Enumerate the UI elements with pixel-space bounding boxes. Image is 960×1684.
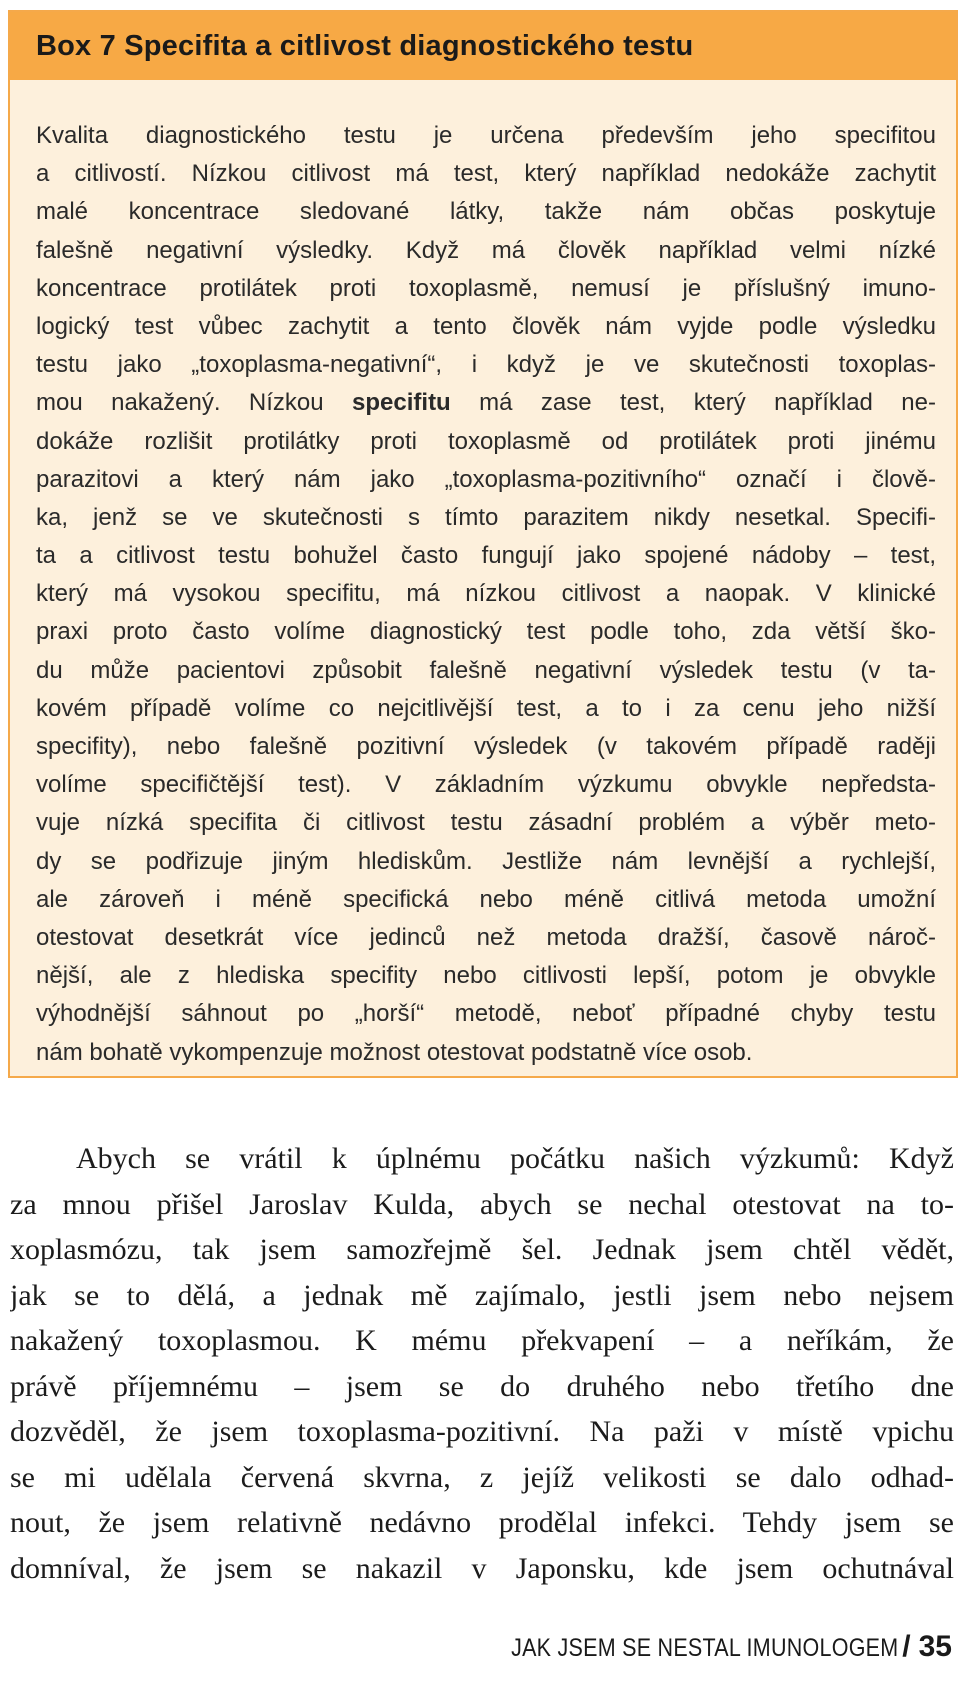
box-paragraph-line — [36, 384, 936, 422]
box-paragraph-line: volíme specifičtější test). V základním výzkumu obvykle nepředsta- — [36, 771, 936, 799]
box-paragraph-line: dy se podřizuje jiným hlediskům. Jestliže nám levnější a rychlejší, — [36, 847, 936, 875]
info-box — [8, 10, 958, 1078]
body-line: se mi udělala červená skvrna, z jejíž velikosti se dalo odhad- — [10, 1460, 954, 1494]
page-number: 35 — [918, 1630, 952, 1663]
box-paragraph-line: nám bohatě vykompenzuje možnost otestovat podstatně více osob. — [36, 1038, 753, 1066]
box-paragraph-line: falešně negativní výsledky. Když má člověk například velmi nízké — [36, 236, 936, 264]
box-paragraph-line: ka, jenž se ve skutečnosti s tímto parazitem nikdy nesetkal. Specifi- — [36, 503, 936, 531]
body-line: nout, že jsem relativně nedávno prodělal infekci. Tehdy jsem se — [10, 1506, 954, 1539]
box-title: Box 7 Specifita a citlivost diagnostického testu — [10, 12, 956, 80]
box-paragraph-line: výhodnější sáhnout po „horší“ metodě, neboť případné chyby testu — [36, 1000, 936, 1028]
footer-separator: / — [902, 1630, 911, 1663]
bold-term: specifitu — [352, 389, 451, 417]
box-paragraph-line: ta a citlivost testu bohužel často fungují jako spojené nádoby – test, — [36, 542, 936, 570]
box-paragraph-line: praxi proto často volíme diagnostický test podle toho, zda větší ško- — [36, 618, 936, 646]
box-paragraph-line: specifity), nebo falešně pozitivní výsledek (v takovém případě raději — [36, 733, 936, 760]
box-paragraph-line: kovém případě volíme co nejcitlivější test, a to i za cenu jeho nižší — [36, 694, 936, 722]
box-paragraph-line: otestovat desetkrát více jedinců než metoda dražší, časově nároč- — [36, 923, 936, 951]
box-paragraph-line: ale zároveň i méně specifická nebo méně citlivá metoda umožní — [36, 885, 936, 913]
box-paragraph-line: malé koncentrace sledované látky, takže nám občas poskytuje — [36, 198, 936, 226]
box-paragraph-line: Kvalita diagnostického testu je určena především jeho specifitou — [36, 122, 936, 149]
box-line-tail: má zase test, který například ne- — [450, 389, 936, 417]
box-paragraph-line: vuje nízká specifita či citlivost testu zásadní problém a výběr meto- — [36, 809, 936, 837]
box-paragraph-line: du může pacientovi způsobit falešně negativní výsledek testu (v ta- — [36, 656, 936, 684]
main-text — [10, 1136, 954, 1591]
body-line: nakažený toxoplasmou. K mému překvapení – a neříkám, že — [10, 1324, 954, 1357]
box-paragraph-line: logický test vůbec zachytit a tento člověk nám vyjde podle výsledku — [36, 312, 936, 340]
running-title: JAK JSEM SE NESTAL IMUNOLOGEM — [510, 1634, 899, 1662]
body-line: domníval, že jsem se nakazil v Japonsku, kde jsem ochutnával — [10, 1551, 954, 1585]
body-line: dozvěděl, že jsem toxoplasma-pozitivní. Na paži v místě vpichu — [10, 1415, 954, 1448]
box-line-head: mou nakažený. Nízkou — [36, 389, 353, 417]
page-footer — [448, 1630, 952, 1664]
box-paragraph-line: koncentrace protilátek proti toxoplasmě, nemusí je příslušný imuno- — [36, 274, 936, 302]
body-line: Abych se vrátil k úplnému počátku našich výzkumů: Když — [76, 1142, 954, 1175]
box-paragraph-line: parazitovi a který nám jako „toxoplasma-pozitivního“ označí i člově- — [36, 465, 936, 493]
box-paragraph-line: který má vysokou specifitu, má nízkou citlivost a naopak. V klinické — [36, 580, 936, 608]
box-paragraph-line: testu jako „toxoplasma-negativní“, i když je ve skutečnosti toxoplas- — [36, 351, 936, 379]
box-body — [10, 80, 956, 1072]
body-line: jak se to dělá, a jednak mě zajímalo, jestli jsem nebo nejsem — [10, 1278, 954, 1312]
body-line: právě příjemnému – jsem se do druhého nebo třetího dne — [10, 1369, 954, 1403]
box-paragraph-line: a citlivostí. Nízkou citlivost má test, který například nedokáže zachytit — [36, 160, 936, 188]
box-paragraph-line: nější, ale z hlediska specifity nebo citlivosti lepší, potom je obvykle — [36, 962, 936, 990]
box-paragraph-line: dokáže rozlišit protilátky proti toxoplasmě od protilátek proti jinému — [36, 427, 936, 455]
body-line: xoplasmózu, tak jsem samozřejmě šel. Jednak jsem chtěl vědět, — [10, 1233, 954, 1266]
body-line: za mnou přišel Jaroslav Kulda, abych se nechal otestovat na to- — [10, 1187, 954, 1221]
